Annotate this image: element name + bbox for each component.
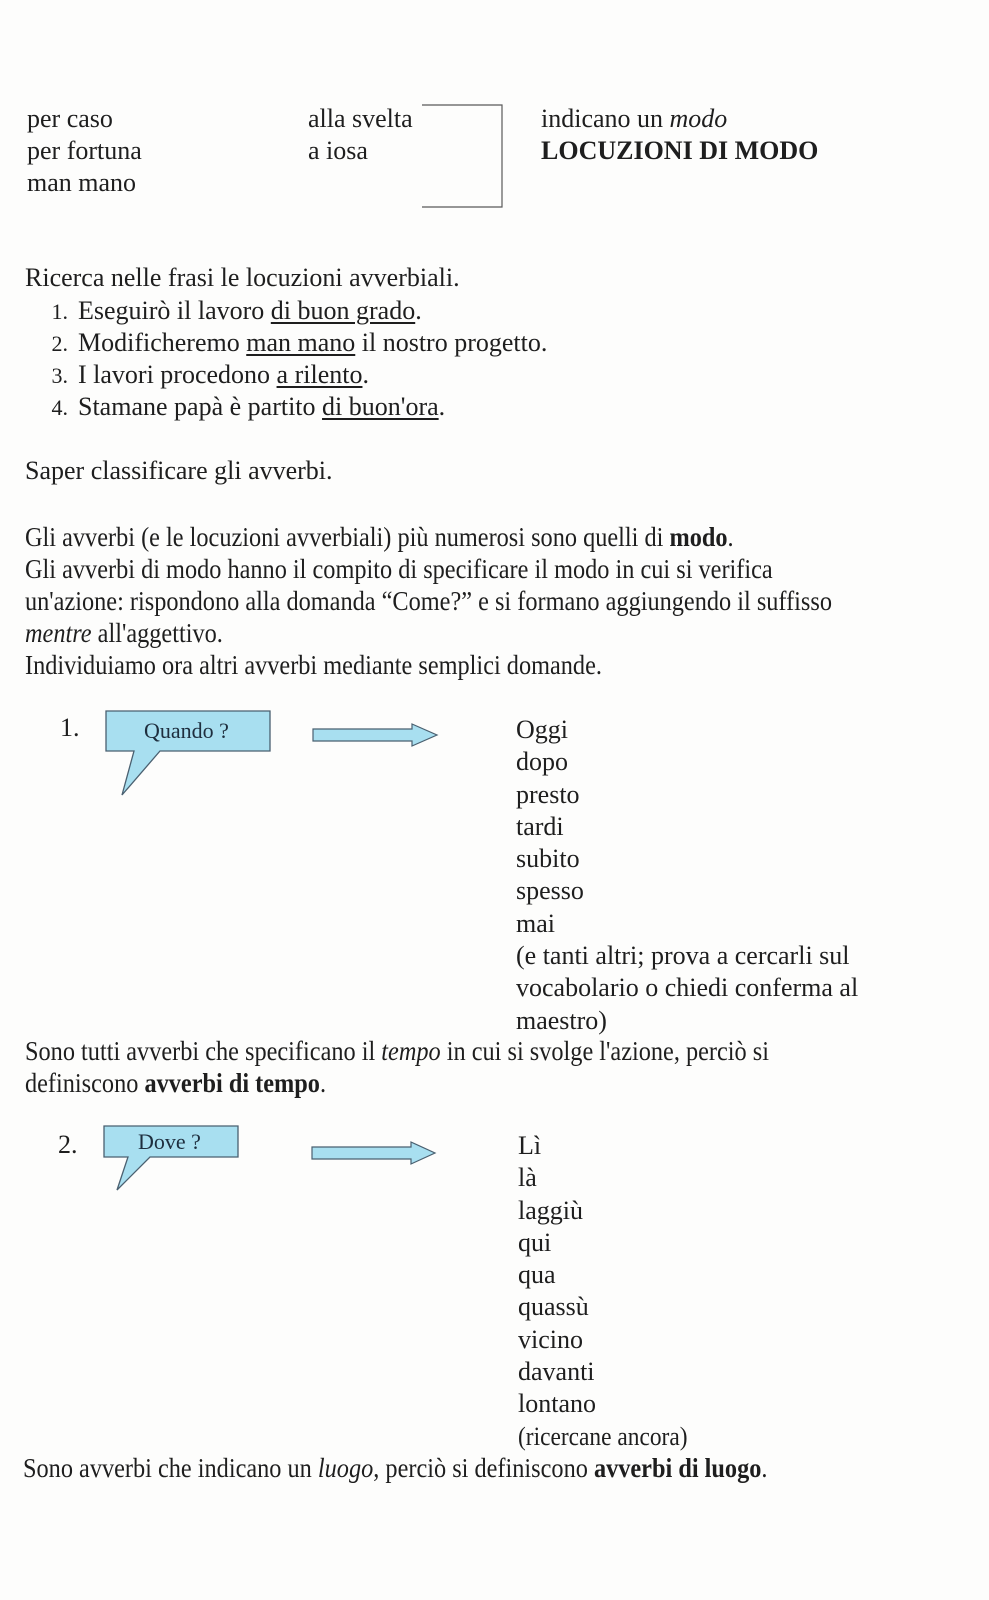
adverb: quassù bbox=[518, 1292, 589, 1322]
adverb: Oggi bbox=[516, 715, 568, 744]
underlined-locution: a rilento bbox=[276, 360, 363, 389]
right-arrow-icon bbox=[312, 722, 442, 752]
locution: alla svelta bbox=[308, 104, 413, 133]
note: maestro) bbox=[516, 1005, 607, 1035]
note: vocabolario o chiedi conferma al bbox=[516, 973, 859, 1003]
note-text: indicano un bbox=[541, 104, 670, 133]
adverb: presto bbox=[516, 779, 580, 809]
exercise-instruction: Ricerca nelle frasi le locuzioni avverbiali. bbox=[25, 263, 460, 292]
classify-title: Saper classificare gli avverbi. bbox=[25, 456, 333, 485]
adverb: vicino bbox=[518, 1324, 583, 1354]
adverb: dopo bbox=[516, 747, 568, 777]
time-adverbs-list bbox=[516, 714, 858, 1037]
adverb: qui bbox=[518, 1227, 552, 1257]
right-arrow-icon bbox=[311, 1140, 441, 1170]
locution: per caso bbox=[27, 104, 113, 133]
intro-paragraph: Gli avverbi (e le locuzioni avverbiali) più numerosi sono quelli di modo. Gli avverbi di modo hanno il compito di specificare il modo in cui si verifica un'azione: rispondono alla domanda “Come?” e si formano aggiungendo il suffisso mentre all'aggettivo. Individuiamo ora altri avverbi mediante semplici domande. bbox=[25, 522, 832, 680]
adverb: tardi bbox=[516, 811, 564, 841]
adverb: subito bbox=[516, 844, 580, 874]
note-italic: modo bbox=[669, 104, 728, 133]
adverb: là bbox=[518, 1163, 537, 1193]
underlined-locution: di buon grado bbox=[270, 296, 416, 325]
locution: man mano bbox=[27, 168, 137, 197]
section-heading: LOCUZIONI DI MODO bbox=[541, 136, 819, 165]
question-number: 1. bbox=[60, 713, 80, 742]
list-item: 4. Stamane papà è partito di buon'ora. bbox=[51, 392, 446, 421]
list-item: 1. Eseguirò il lavoro di buon grado. bbox=[51, 296, 422, 325]
underlined-locution: man mano bbox=[246, 328, 356, 357]
adverb: laggiù bbox=[518, 1195, 583, 1225]
adverb: Lì bbox=[518, 1131, 542, 1160]
locutions-note bbox=[541, 103, 818, 167]
note: (ricercane ancora) bbox=[518, 1421, 688, 1451]
locution: a iosa bbox=[308, 136, 368, 165]
bubble-label-quando: Quando ? bbox=[144, 718, 229, 743]
place-adverbs-list bbox=[518, 1130, 706, 1453]
list-item: 3. I lavori procedono a rilento. bbox=[51, 360, 369, 389]
adverb: davanti bbox=[518, 1357, 595, 1387]
place-summary: Sono avverbi che indicano un luogo, perciò si definiscono avverbi di luogo. bbox=[23, 1453, 768, 1483]
underlined-locution: di buon'ora bbox=[322, 392, 439, 421]
bracket-line bbox=[420, 104, 510, 210]
question-number: 2. bbox=[58, 1130, 78, 1159]
adverb: mai bbox=[516, 908, 555, 938]
adverb: qua bbox=[518, 1260, 556, 1290]
locutions-col2 bbox=[308, 103, 413, 167]
adverb: spesso bbox=[516, 876, 584, 906]
exercise-list bbox=[38, 295, 547, 423]
time-summary: Sono tutti avverbi che specificano il tempo in cui si svolge l'azione, perciò si definiscono avverbi di tempo. bbox=[25, 1036, 769, 1098]
locution: per fortuna bbox=[27, 136, 142, 165]
list-item: 2. Modificheremo man mano il nostro progetto. bbox=[51, 328, 548, 357]
note: (e tanti altri; prova a cercarli sul bbox=[516, 941, 850, 971]
adverb: lontano bbox=[518, 1389, 596, 1419]
locutions-col1 bbox=[27, 103, 142, 199]
bubble-label-dove: Dove ? bbox=[138, 1129, 201, 1154]
